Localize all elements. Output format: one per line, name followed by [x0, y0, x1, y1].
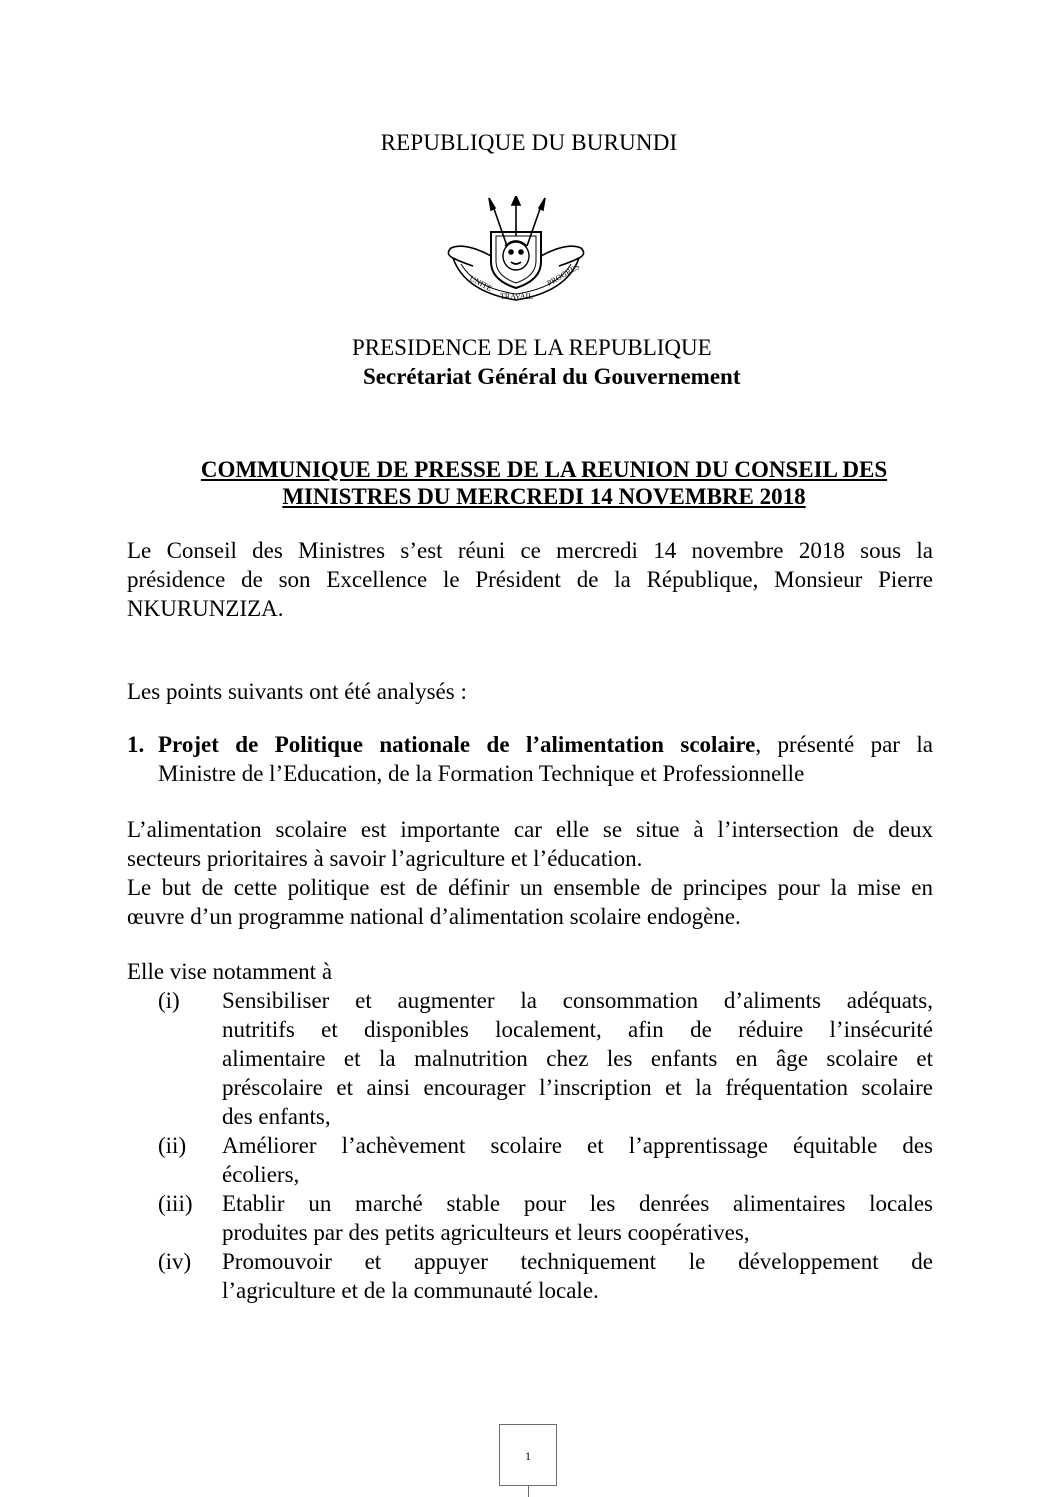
presidency-heading: PRESIDENCE DE LA REPUBLIQUE	[352, 335, 712, 360]
svg-text:TRAVAIL: TRAVAIL	[500, 292, 534, 301]
objective-item	[127, 1247, 933, 1305]
objective-item	[127, 1189, 933, 1247]
agenda-item-presenter: Ministre de l’Education, de la Formation Technique et Professionnelle	[158, 761, 805, 786]
title-line: COMMUNIQUE DE PRESSE DE LA REUNION DU CONSEIL DES	[200, 457, 888, 482]
press-release-title	[120, 456, 968, 510]
svg-text:PROGRES: PROGRES	[545, 261, 582, 288]
title-line: MINISTRES DU MERCREDI 14 NOVEMBRE 2018	[282, 484, 806, 509]
intro-line: Le Conseil des Ministres s’est réuni ce mercredi 14 novembre 2018 sous la	[127, 538, 933, 563]
burundi-coat-of-arms-emblem	[445, 196, 587, 308]
objective-numeral: (i)	[158, 988, 180, 1013]
objective-line: écoliers,	[222, 1162, 300, 1187]
page-number-box	[499, 1424, 557, 1486]
objective-item	[127, 986, 933, 1131]
objective-line: des enfants,	[222, 1104, 331, 1129]
country-heading: REPUBLIQUE DU BURUNDI	[380, 130, 678, 155]
objective-line: Promouvoir et appuyer techniquement le développement de	[222, 1249, 933, 1274]
objective-numeral: (iv)	[158, 1249, 192, 1274]
objective-line: préscolaire et ainsi encourager l’inscription et la fréquentation scolaire	[222, 1075, 933, 1100]
page-number: 1	[525, 1449, 531, 1463]
objective-line: produites par des petits agriculteurs et leurs coopératives,	[222, 1220, 750, 1245]
objective-line: Améliorer l’achèvement scolaire et l’apprentissage équitable des	[222, 1133, 933, 1158]
objective-line: Etablir un marché stable pour les denrées alimentaires locales	[222, 1191, 933, 1216]
objective-item	[127, 1131, 933, 1189]
paragraph-line: Le but de cette politique est de définir un ensemble de principes pour la mise en	[127, 875, 933, 900]
paragraph-line: L’alimentation scolaire est importante car elle se situe à l’intersection de deux	[127, 817, 933, 842]
school-feeding-paragraph	[127, 815, 933, 931]
paragraph-line: œuvre d’un programme national d’alimentation scolaire endogène.	[127, 904, 741, 929]
secretariat-heading: Secrétariat Général du Gouvernement	[363, 364, 741, 389]
objective-line: alimentaire et la malnutrition chez les enfants en âge scolaire et	[222, 1046, 933, 1071]
agenda-item-first-line	[158, 730, 933, 759]
intro-paragraph	[127, 536, 933, 623]
objective-numeral: (iii)	[158, 1191, 193, 1216]
points-intro-text: Les points suivants ont été analysés :	[127, 679, 467, 704]
agenda-item-presenter-intro: , présenté par la	[755, 732, 934, 757]
aims-intro-text: Elle vise notamment à	[127, 959, 333, 984]
svg-text:UNITE: UNITE	[468, 273, 494, 294]
objective-line: l’agriculture et de la communauté locale.	[222, 1278, 599, 1303]
intro-line: présidence de son Excellence le Président de la République, Monsieur Pierre	[127, 567, 933, 592]
intro-line: NKURUNZIZA.	[127, 596, 284, 621]
objective-line: nutritifs et disponibles localement, afin de réduire l’insécurité	[222, 1017, 933, 1042]
agenda-item-1	[127, 730, 933, 788]
agenda-item-number: 1.	[127, 732, 145, 757]
objective-line: Sensibiliser et augmenter la consommation d’aliments adéquats,	[222, 988, 933, 1013]
agenda-item-title: Projet de Politique nationale de l’alimentation scolaire	[158, 732, 756, 757]
page-number-connector-line	[528, 1486, 529, 1497]
objective-numeral: (ii)	[158, 1133, 187, 1158]
paragraph-line: secteurs prioritaires à savoir l’agriculture et l’éducation.	[127, 846, 643, 871]
